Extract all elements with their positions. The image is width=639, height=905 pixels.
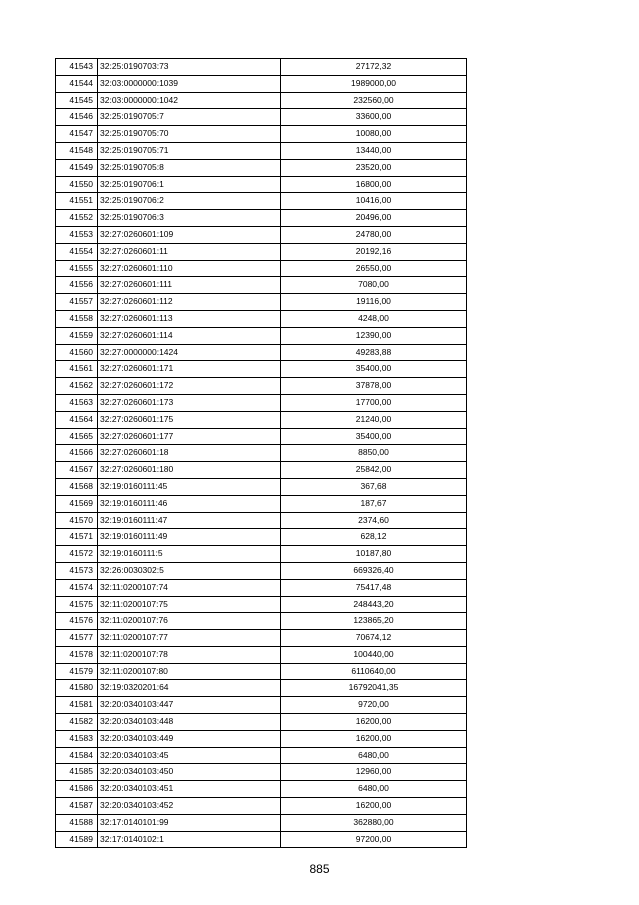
table-row (56, 411, 467, 428)
table-row (56, 831, 467, 848)
table-row (56, 260, 467, 277)
table-row (56, 176, 467, 193)
cadastral-value-cell: 97200,00 (281, 831, 467, 848)
row-number-cell: 41578 (56, 646, 98, 663)
table-row (56, 344, 467, 361)
table-row (56, 730, 467, 747)
cadastral-value-cell: 100440,00 (281, 646, 467, 663)
row-number-cell: 41570 (56, 512, 98, 529)
cadastral-value-cell: 35400,00 (281, 428, 467, 445)
row-number-cell: 41562 (56, 378, 98, 395)
cadastral-value-cell: 49283,88 (281, 344, 467, 361)
row-number-cell: 41583 (56, 730, 98, 747)
cadastral-value-cell: 16200,00 (281, 730, 467, 747)
table-row (56, 630, 467, 647)
cadastral-number-cell: 32:11:0200107:76 (98, 613, 281, 630)
table-row (56, 109, 467, 126)
cadastral-value-cell: 16200,00 (281, 798, 467, 815)
row-number-cell: 41589 (56, 831, 98, 848)
table-row (56, 663, 467, 680)
table-row (56, 562, 467, 579)
cadastral-value-cell: 25842,00 (281, 462, 467, 479)
table-row (56, 445, 467, 462)
row-number-cell: 41584 (56, 747, 98, 764)
cadastral-value-cell: 6480,00 (281, 781, 467, 798)
table-row (56, 814, 467, 831)
row-number-cell: 41566 (56, 445, 98, 462)
table-row (56, 193, 467, 210)
table-row (56, 546, 467, 563)
table-row (56, 462, 467, 479)
row-number-cell: 41580 (56, 680, 98, 697)
row-number-cell: 41575 (56, 596, 98, 613)
cadastral-number-cell: 32:26:0030302:5 (98, 562, 281, 579)
table-row (56, 327, 467, 344)
table-row (56, 243, 467, 260)
table-row (56, 75, 467, 92)
cadastral-number-cell: 32:20:0340103:449 (98, 730, 281, 747)
table-row (56, 361, 467, 378)
row-number-cell: 41548 (56, 142, 98, 159)
table-row (56, 714, 467, 731)
cadastral-number-cell: 32:11:0200107:75 (98, 596, 281, 613)
cadastral-number-cell: 32:27:0260601:112 (98, 294, 281, 311)
cadastral-value-cell: 10416,00 (281, 193, 467, 210)
cadastral-value-cell: 10187,80 (281, 546, 467, 563)
cadastral-number-cell: 32:11:0200107:78 (98, 646, 281, 663)
cadastral-value-cell: 248443,20 (281, 596, 467, 613)
cadastral-number-cell: 32:25:0190705:7 (98, 109, 281, 126)
table-row (56, 226, 467, 243)
cadastral-value-cell: 4248,00 (281, 310, 467, 327)
row-number-cell: 41568 (56, 478, 98, 495)
table-row (56, 596, 467, 613)
table-row (56, 378, 467, 395)
cadastral-number-cell: 32:25:0190703:73 (98, 59, 281, 76)
cadastral-number-cell: 32:27:0260601:110 (98, 260, 281, 277)
cadastral-number-cell: 32:20:0340103:451 (98, 781, 281, 798)
row-number-cell: 41560 (56, 344, 98, 361)
row-number-cell: 41551 (56, 193, 98, 210)
cadastral-number-cell: 32:27:0260601:109 (98, 226, 281, 243)
table-row (56, 210, 467, 227)
row-number-cell: 41544 (56, 75, 98, 92)
cadastral-value-cell: 12960,00 (281, 764, 467, 781)
cadastral-value-cell: 6480,00 (281, 747, 467, 764)
cadastral-number-cell: 32:11:0200107:77 (98, 630, 281, 647)
cadastral-number-cell: 32:25:0190705:71 (98, 142, 281, 159)
cadastral-value-cell: 19116,00 (281, 294, 467, 311)
row-number-cell: 41543 (56, 59, 98, 76)
cadastral-number-cell: 32:17:0140102:1 (98, 831, 281, 848)
table-row (56, 781, 467, 798)
cadastral-number-cell: 32:03:0000000:1042 (98, 92, 281, 109)
cadastral-number-cell: 32:27:0000000:1424 (98, 344, 281, 361)
cadastral-value-cell: 1989000,00 (281, 75, 467, 92)
table-row (56, 613, 467, 630)
table-row (56, 478, 467, 495)
cadastral-value-cell: 70674,12 (281, 630, 467, 647)
table-row (56, 92, 467, 109)
cadastral-number-cell: 32:19:0160111:45 (98, 478, 281, 495)
row-number-cell: 41545 (56, 92, 98, 109)
cadastral-number-cell: 32:20:0340103:450 (98, 764, 281, 781)
cadastral-number-cell: 32:20:0340103:452 (98, 798, 281, 815)
cadastral-value-cell: 20192,16 (281, 243, 467, 260)
table-row (56, 512, 467, 529)
row-number-cell: 41577 (56, 630, 98, 647)
cadastral-value-cell: 16792041,35 (281, 680, 467, 697)
row-number-cell: 41546 (56, 109, 98, 126)
row-number-cell: 41573 (56, 562, 98, 579)
cadastral-number-cell: 32:19:0320201:64 (98, 680, 281, 697)
cadastral-number-cell: 32:20:0340103:448 (98, 714, 281, 731)
cadastral-value-cell: 2374,60 (281, 512, 467, 529)
cadastral-value-cell: 13440,00 (281, 142, 467, 159)
table-row (56, 159, 467, 176)
cadastral-value-cell: 37878,00 (281, 378, 467, 395)
table-row (56, 394, 467, 411)
table-row (56, 680, 467, 697)
table-body (56, 59, 467, 848)
row-number-cell: 41554 (56, 243, 98, 260)
cadastral-number-cell: 32:27:0260601:172 (98, 378, 281, 395)
cadastral-number-cell: 32:25:0190706:3 (98, 210, 281, 227)
cadastral-value-cell: 75417,48 (281, 579, 467, 596)
cadastral-value-table (55, 58, 467, 848)
cadastral-number-cell: 32:25:0190706:1 (98, 176, 281, 193)
row-number-cell: 41553 (56, 226, 98, 243)
row-number-cell: 41586 (56, 781, 98, 798)
cadastral-number-cell: 32:19:0160111:5 (98, 546, 281, 563)
cadastral-value-cell: 187,67 (281, 495, 467, 512)
cadastral-number-cell: 32:27:0260601:180 (98, 462, 281, 479)
row-number-cell: 41587 (56, 798, 98, 815)
cadastral-value-cell: 24780,00 (281, 226, 467, 243)
table-row (56, 294, 467, 311)
cadastral-number-cell: 32:27:0260601:175 (98, 411, 281, 428)
cadastral-number-cell: 32:20:0340103:45 (98, 747, 281, 764)
cadastral-value-cell: 232560,00 (281, 92, 467, 109)
table-row (56, 310, 467, 327)
row-number-cell: 41547 (56, 126, 98, 143)
cadastral-value-cell: 7080,00 (281, 277, 467, 294)
cadastral-number-cell: 32:27:0260601:11 (98, 243, 281, 260)
cadastral-value-cell: 27172,32 (281, 59, 467, 76)
row-number-cell: 41558 (56, 310, 98, 327)
row-number-cell: 41559 (56, 327, 98, 344)
table-row (56, 495, 467, 512)
row-number-cell: 41574 (56, 579, 98, 596)
cadastral-number-cell: 32:27:0260601:111 (98, 277, 281, 294)
table-row (56, 142, 467, 159)
cadastral-value-cell: 12390,00 (281, 327, 467, 344)
cadastral-value-cell: 21240,00 (281, 411, 467, 428)
row-number-cell: 41556 (56, 277, 98, 294)
table-row (56, 697, 467, 714)
row-number-cell: 41576 (56, 613, 98, 630)
cadastral-number-cell: 32:27:0260601:114 (98, 327, 281, 344)
row-number-cell: 41549 (56, 159, 98, 176)
cadastral-number-cell: 32:19:0160111:47 (98, 512, 281, 529)
table-row (56, 277, 467, 294)
row-number-cell: 41552 (56, 210, 98, 227)
row-number-cell: 41569 (56, 495, 98, 512)
cadastral-number-cell: 32:03:0000000:1039 (98, 75, 281, 92)
cadastral-value-cell: 6110640,00 (281, 663, 467, 680)
cadastral-value-cell: 8850,00 (281, 445, 467, 462)
cadastral-value-cell: 33600,00 (281, 109, 467, 126)
cadastral-number-cell: 32:27:0260601:173 (98, 394, 281, 411)
cadastral-value-cell: 367,68 (281, 478, 467, 495)
page-number: 885 (309, 862, 330, 876)
cadastral-value-cell: 23520,00 (281, 159, 467, 176)
table-row (56, 529, 467, 546)
cadastral-value-cell: 35400,00 (281, 361, 467, 378)
row-number-cell: 41555 (56, 260, 98, 277)
table-row (56, 428, 467, 445)
cadastral-number-cell: 32:17:0140101:99 (98, 814, 281, 831)
cadastral-value-cell: 628,12 (281, 529, 467, 546)
cadastral-number-cell: 32:25:0190705:70 (98, 126, 281, 143)
cadastral-number-cell: 32:11:0200107:80 (98, 663, 281, 680)
cadastral-number-cell: 32:19:0160111:49 (98, 529, 281, 546)
cadastral-value-cell: 16800,00 (281, 176, 467, 193)
cadastral-value-cell: 123865,20 (281, 613, 467, 630)
cadastral-value-cell: 9720,00 (281, 697, 467, 714)
row-number-cell: 41572 (56, 546, 98, 563)
cadastral-value-cell: 669326,40 (281, 562, 467, 579)
cadastral-number-cell: 32:25:0190706:2 (98, 193, 281, 210)
cadastral-number-cell: 32:27:0260601:177 (98, 428, 281, 445)
table-row (56, 764, 467, 781)
cadastral-number-cell: 32:20:0340103:447 (98, 697, 281, 714)
cadastral-number-cell: 32:27:0260601:113 (98, 310, 281, 327)
cadastral-value-cell: 362880,00 (281, 814, 467, 831)
cadastral-value-cell: 16200,00 (281, 714, 467, 731)
row-number-cell: 41581 (56, 697, 98, 714)
table-row (56, 126, 467, 143)
cadastral-number-cell: 32:25:0190705:8 (98, 159, 281, 176)
row-number-cell: 41561 (56, 361, 98, 378)
row-number-cell: 41585 (56, 764, 98, 781)
cadastral-value-cell: 10080,00 (281, 126, 467, 143)
row-number-cell: 41550 (56, 176, 98, 193)
table-row (56, 579, 467, 596)
row-number-cell: 41579 (56, 663, 98, 680)
row-number-cell: 41564 (56, 411, 98, 428)
row-number-cell: 41563 (56, 394, 98, 411)
cadastral-value-cell: 17700,00 (281, 394, 467, 411)
row-number-cell: 41588 (56, 814, 98, 831)
row-number-cell: 41567 (56, 462, 98, 479)
row-number-cell: 41582 (56, 714, 98, 731)
table-row (56, 59, 467, 76)
row-number-cell: 41557 (56, 294, 98, 311)
row-number-cell: 41571 (56, 529, 98, 546)
table-row (56, 798, 467, 815)
cadastral-number-cell: 32:19:0160111:46 (98, 495, 281, 512)
table-row (56, 747, 467, 764)
cadastral-value-cell: 20496,00 (281, 210, 467, 227)
cadastral-number-cell: 32:27:0260601:18 (98, 445, 281, 462)
table-row (56, 646, 467, 663)
cadastral-number-cell: 32:11:0200107:74 (98, 579, 281, 596)
cadastral-number-cell: 32:27:0260601:171 (98, 361, 281, 378)
cadastral-value-cell: 26550,00 (281, 260, 467, 277)
row-number-cell: 41565 (56, 428, 98, 445)
